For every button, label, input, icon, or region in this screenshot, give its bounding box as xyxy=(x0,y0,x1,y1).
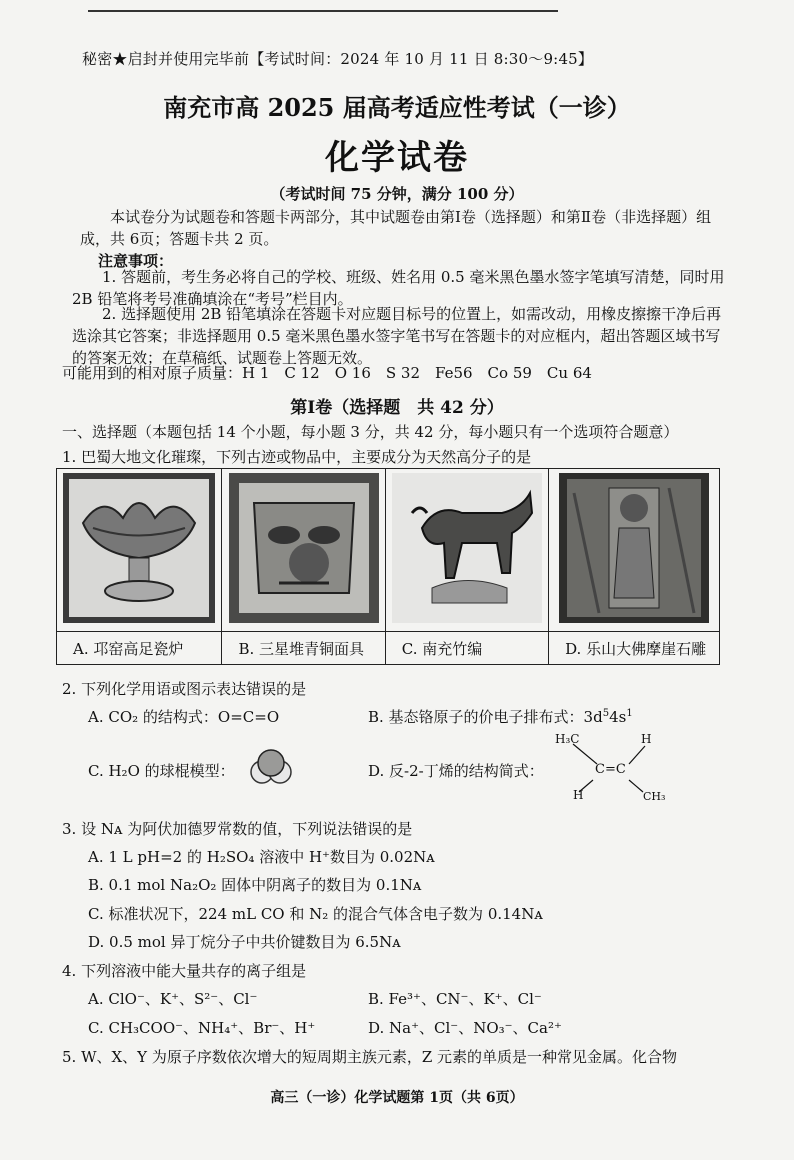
mol-label-ch3: CH₃ xyxy=(643,790,666,803)
q2-option-b-mid: 4s xyxy=(609,708,627,726)
atomic-masses: 可能用到的相对原子质量：H 1 C 12 O 16 S 32 Fe56 Co 59 Cu 64 xyxy=(62,364,592,382)
q2-option-c: C. H₂O 的球棍模型： xyxy=(88,762,235,780)
q1-image-c xyxy=(385,469,548,632)
section-title: 第Ⅰ卷（选择题 共 42 分） xyxy=(290,398,504,418)
buddha-carving-image xyxy=(559,473,709,623)
notice-label: 注意事项： xyxy=(98,252,174,270)
water-ball-stick-model xyxy=(248,748,294,788)
q1-image-a xyxy=(57,469,222,632)
q1-option-a: A. 邛窑高足瓷炉 xyxy=(57,632,222,665)
bamboo-ox-image xyxy=(392,473,542,623)
notice-1: 1. 答题前，考生务必将自己的学校、班级、姓名用 0.5 毫米黑色墨水签字笔填写清楚，同时用 2B 铅笔将考号准确填涂在“考号”栏目内。 xyxy=(72,268,725,308)
q1-option-c: C. 南充竹编 xyxy=(385,632,548,665)
page-footer: 高三（一诊）化学试题第 1页（共 6页） xyxy=(270,1090,524,1106)
q2-option-d: D. 反-2-丁烯的结构简式： xyxy=(368,762,544,780)
mol-label-h3c: H₃C xyxy=(555,732,580,746)
exam-title: 南充市高 2025 届高考适应性考试（一诊） xyxy=(163,93,631,122)
q3-option-c: C. 标准状况下，224 mL CO 和 N₂ 的混合气体含电子数为 0.14Nᴀ xyxy=(88,905,543,923)
q4-option-d: D. Na⁺、Cl⁻、NO₃⁻、Ca²⁺ xyxy=(368,1019,562,1037)
q4-stem: 4. 下列溶液中能大量共存的离子组是 xyxy=(62,962,307,980)
q3-option-b: B. 0.1 mol Na₂O₂ 固体中阴离子的数目为 0.1Nᴀ xyxy=(88,876,422,894)
q5-stem: 5. W、X、Y 为原子序数依次增大的短周期主族元素，Z 元素的单质是一种常见金属。化合物 xyxy=(62,1048,678,1066)
porcelain-burner-image xyxy=(63,473,215,623)
mol-label-h-bottom: H xyxy=(573,788,584,802)
q1-image-table xyxy=(56,468,720,665)
q1-image-d xyxy=(549,469,720,632)
mol-label-cc: C=C xyxy=(595,762,626,777)
q4-option-c: C. CH₃COO⁻、NH₄⁺、Br⁻、H⁺ xyxy=(88,1019,316,1037)
q3-option-d: D. 0.5 mol 异丁烷分子中共价键数目为 6.5Nᴀ xyxy=(88,933,401,951)
bronze-mask-image xyxy=(229,473,379,623)
intro-paragraph: 本试卷分为试题卷和答题卡两部分，其中试题卷由第Ⅰ卷（选择题）和第Ⅱ卷（非选择题）组成，共 6页；答题卡共 2 页。 xyxy=(80,208,712,248)
notice-2: 2. 选择题使用 2B 铅笔填涂在答题卡对应题目标号的位置上，如需改动，用橡皮擦擦干净后再选涂其它答案；非选择题用 0.5 毫米黑色墨水签字笔书写在答题卡的对应框内，超出答题区域书写的答案无效；在草稿纸、试题卷上答题无效。 xyxy=(72,305,722,367)
q2-option-a: A. CO₂ 的结构式：O=C=O xyxy=(88,708,280,726)
secret-line: 秘密★启封并使用完毕前【考试时间：2024 年 10 月 11 日 8:30～9:45】 xyxy=(82,50,594,68)
q4-option-a: A. ClO⁻、K⁺、S²⁻、Cl⁻ xyxy=(88,990,258,1008)
subject-title: 化学试卷 xyxy=(325,138,469,178)
trans-2-butene-structure xyxy=(545,730,705,810)
q1-option-d: D. 乐山大佛摩崖石雕 xyxy=(549,632,720,665)
q3-option-a: A. 1 L pH=2 的 H₂SO₄ 溶液中 H⁺数目为 0.02Nᴀ xyxy=(88,848,435,866)
top-rule xyxy=(88,10,558,12)
q1-option-b: B. 三星堆青铜面具 xyxy=(222,632,385,665)
q2-stem: 2. 下列化学用语或图示表达错误的是 xyxy=(62,680,307,698)
q2-option-b-sup2: 1 xyxy=(626,708,633,719)
q2-option-b-text: B. 基态铬原子的价电子排布式：3d xyxy=(368,708,603,726)
q2-option-b xyxy=(368,706,633,727)
q3-stem: 3. 设 Nᴀ 为阿伏加德罗常数的值，下列说法错误的是 xyxy=(62,820,413,838)
q1-stem: 1. 巴蜀大地文化璀璨，下列古迹或物品中，主要成分为天然高分子的是 xyxy=(62,448,532,466)
mol-label-h-top: H xyxy=(641,732,652,746)
time-score: （考试时间 75 分钟，满分 100 分） xyxy=(270,185,524,203)
q2-option-b-sup1: 5 xyxy=(602,708,610,719)
section-instruction: 一、选择题（本题包括 14 个小题，每小题 3 分，共 42 分，每小题只有一个选项符合题意） xyxy=(62,423,679,441)
q4-option-b: B. Fe³⁺、CN⁻、K⁺、Cl⁻ xyxy=(368,990,542,1008)
q1-image-b xyxy=(222,469,385,632)
